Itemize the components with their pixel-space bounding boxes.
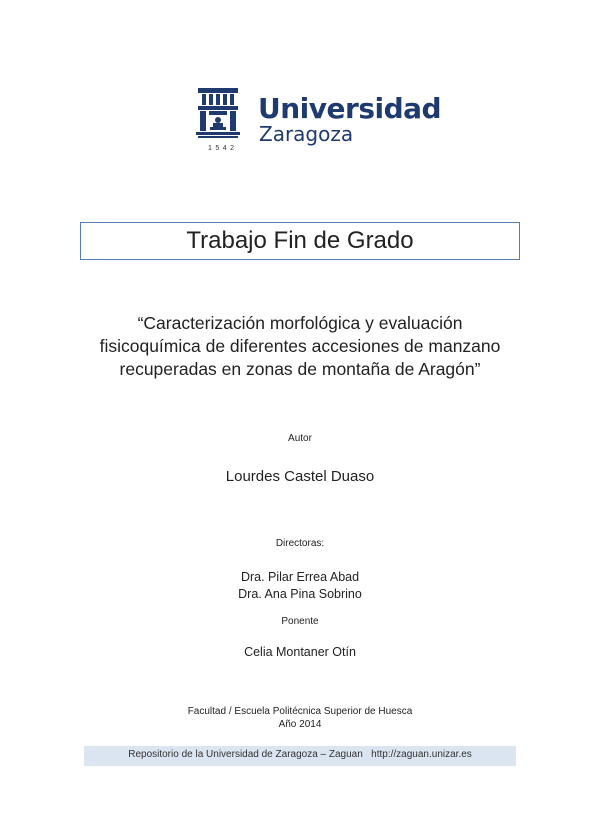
logo-founding-year: 1542 [208,145,238,152]
author-label: Autor [288,433,312,444]
logo-university-name: Universidad [258,92,442,125]
document-type: Trabajo Fin de Grado [186,227,414,254]
director-name: Dra. Pilar Errea Abad [240,570,360,584]
ponente-name: Celia Montaner Otín [244,645,356,659]
document-year: Año 2014 [278,719,322,730]
thesis-title-line: fisicoquímica de diferentes accesiones de manzano [99,336,501,356]
director-name: Dra. Ana Pina Sobrino [238,587,362,601]
thesis-title [70,312,530,381]
document-type-box [80,222,520,260]
university-logo [196,88,442,160]
footer-repository [0,749,600,760]
author-name: Lourdes Castel Duaso [225,468,375,485]
ponente-label: Ponente [281,616,319,627]
thesis-title-line: recuperadas en zonas de montaña de Aragón” [119,359,481,379]
footer-repository-text: Repositorio de la Universidad de Zaragoza – Zaguan [128,749,363,760]
thesis-title-line: “Caracterización morfológica y evaluación [137,313,463,333]
footer-repository-link[interactable]: http://zaguan.unizar.es [371,749,472,760]
faculty-name: Facultad / Escuela Politécnica Superior de Huesca [187,706,413,717]
building-emblem-icon [196,88,244,144]
logo-city-name: Zaragoza [259,122,354,146]
directors-label: Directoras: [275,538,325,549]
